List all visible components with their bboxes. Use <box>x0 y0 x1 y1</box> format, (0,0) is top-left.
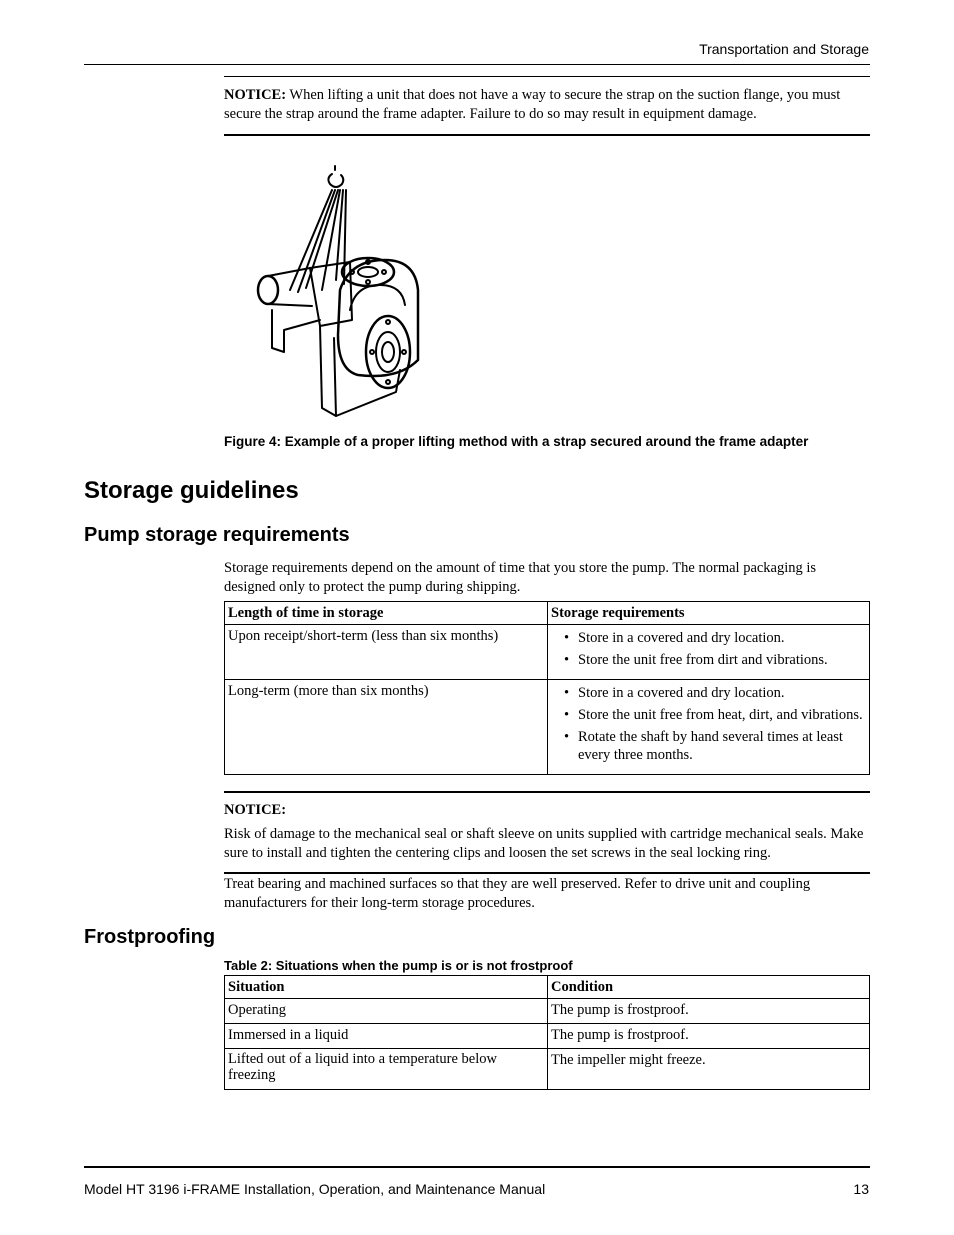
table-caption: Table 2: Situations when the pump is or is not frostproof <box>224 958 573 973</box>
table-row <box>225 1049 870 1090</box>
subsection-title-frostproofing: Frostproofing <box>84 926 216 948</box>
table-cell: The impeller might freeze. <box>548 1049 870 1090</box>
frostproof-table <box>224 975 870 1090</box>
pump-lifting-figure <box>240 160 440 425</box>
table-cell: The pump is frostproof. <box>548 999 870 1024</box>
treat-surfaces-paragraph: Treat bearing and machined surfaces so that they are well preserved. Refer to drive unit and coupling manufacturers for their long-term storage procedures. <box>224 876 811 911</box>
table-row <box>225 999 870 1024</box>
table-header-row <box>225 976 870 999</box>
header-rule <box>84 64 870 65</box>
table-header: Length of time in storage <box>225 602 548 625</box>
footer-manual-title: Model HT 3196 i-FRAME Installation, Operation, and Maintenance Manual <box>84 1181 546 1197</box>
running-header: Transportation and Storage <box>699 41 869 57</box>
table-cell: Operating <box>225 999 548 1024</box>
table-header: Situation <box>225 976 548 999</box>
table-header: Condition <box>548 976 870 999</box>
pump-lifting-strap-illustration <box>240 160 440 425</box>
list-item: • Rotate the shaft by hand several times at least every three months. <box>551 728 866 764</box>
table-row <box>225 625 870 680</box>
table-cell: Lifted out of a liquid into a temperature below freezing <box>225 1049 548 1090</box>
list-item: • Store the unit free from dirt and vibrations. <box>551 651 866 669</box>
notice-label: NOTICE: <box>224 802 287 818</box>
table-header-row <box>225 602 870 625</box>
section-title: Storage guidelines <box>84 477 299 504</box>
notice-text: When lifting a unit that does not have a way to secure the strap on the suction flange, you must secure the strap around the frame adapter. Failure to do so may result in equipment damage. <box>224 87 841 122</box>
footer-rule <box>84 1166 870 1168</box>
table-cell: Upon receipt/short-term (less than six months) <box>225 625 548 680</box>
figure-caption: Figure 4: Example of a proper lifting method with a strap secured around the frame adapter <box>224 434 809 449</box>
table-cell <box>548 625 870 680</box>
subsection-title-pump-storage: Pump storage requirements <box>84 524 350 546</box>
table-cell: The pump is frostproof. <box>548 1024 870 1049</box>
notice-text: Risk of damage to the mechanical seal or shaft sleeve on units supplied with cartridge mechanical seals. Make sure to install and tighten the centering clips and loosen the set screws in the seal locking ring. <box>224 826 864 861</box>
list-item: • Store in a covered and dry location. <box>551 684 866 702</box>
table-cell: Immersed in a liquid <box>225 1024 548 1049</box>
table-row <box>225 680 870 775</box>
list-item: • Store the unit free from heat, dirt, and vibrations. <box>551 706 866 724</box>
table-cell <box>548 680 870 775</box>
table-header: Storage requirements <box>548 602 870 625</box>
list-item: • Store in a covered and dry location. <box>551 629 866 647</box>
notice-lifting <box>224 76 870 136</box>
notice-label: NOTICE: <box>224 87 287 103</box>
requirement-list <box>551 684 866 772</box>
table-cell: Long-term (more than six months) <box>225 680 548 775</box>
notice-seal <box>224 791 870 874</box>
storage-requirements-table <box>224 601 870 775</box>
table-row <box>225 1024 870 1049</box>
requirement-list <box>551 629 866 677</box>
page-number: 13 <box>853 1181 869 1197</box>
storage-intro: Storage requirements depend on the amount of time that you store the pump. The normal packaging is designed only to protect the pump during shipping. <box>224 560 817 595</box>
